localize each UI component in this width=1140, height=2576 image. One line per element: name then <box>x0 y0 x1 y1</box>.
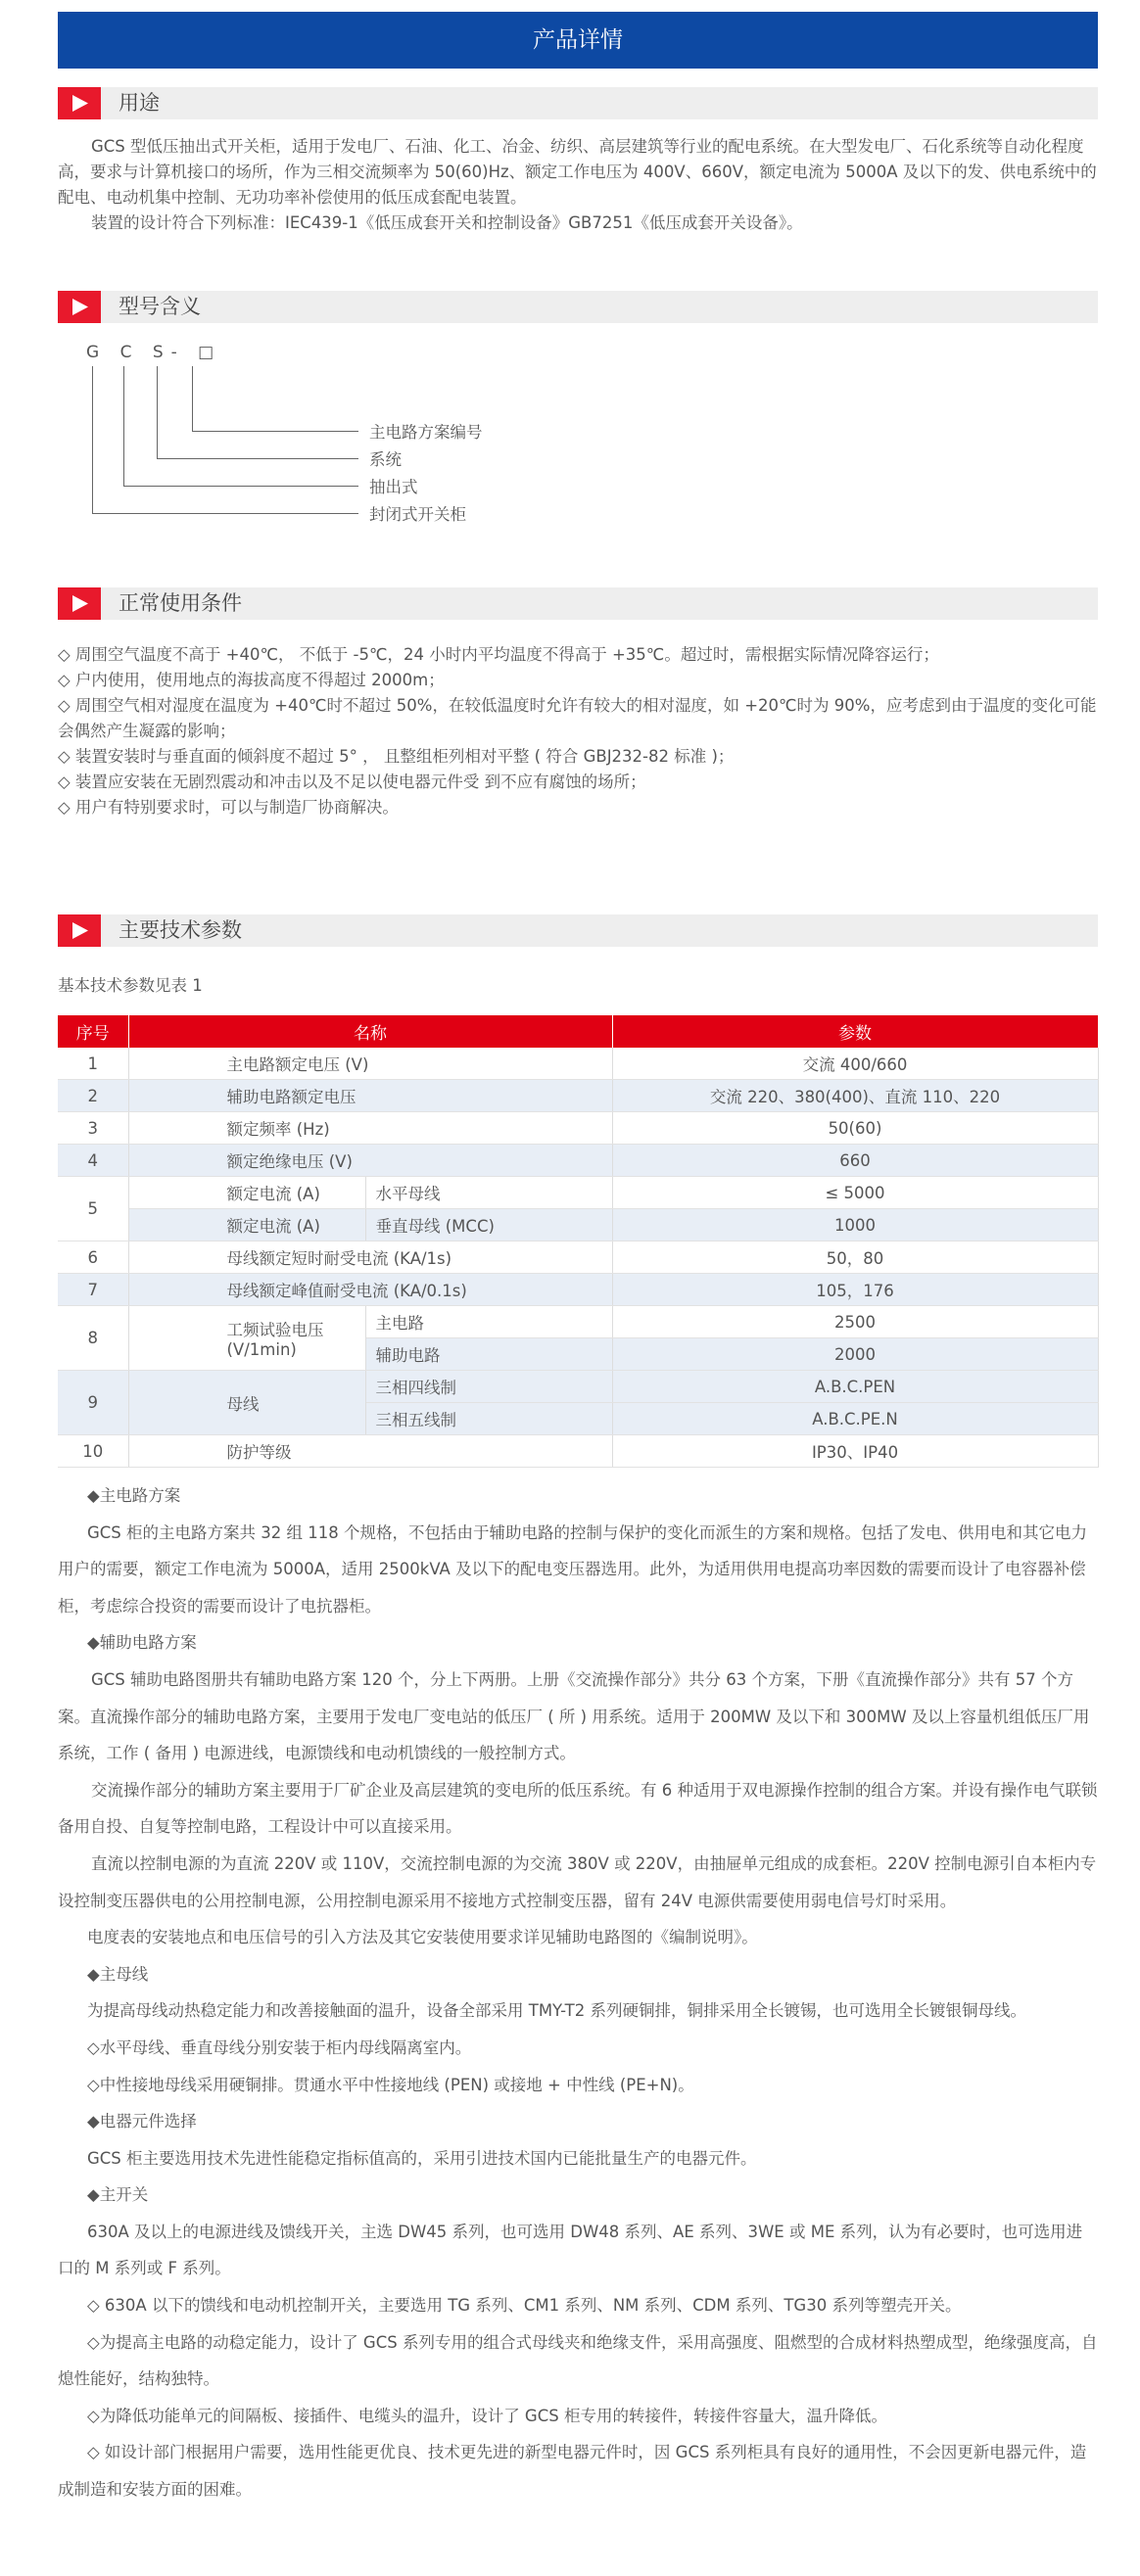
condition-item: ◇ 周围空气相对湿度在温度为 +40℃时不超过 50%，在较低温度时允许有较大的相对湿度，如 +20℃时为 90%，应考虑到由于温度的变化可能会偶然产生凝露的影响； <box>58 696 1097 740</box>
aux-circuit-paragraph: GCS 辅助电路图册共有辅助电路方案 120 个，分上下两册。上册《交流操作部分》共分 63 个方案，下册《直流操作部分》共有 57 个方案。直流操作部分的辅助电路方案，主要用于发电厂变电站的低压厂 ( 所 ) 用系统。适用于 200MW 及以下和 300MW 及以上容量机组低压厂用系统，工作 ( 备用 ) 电源进线，电源馈线和电动机馈线的一般控制方式。 <box>58 1669 1090 1763</box>
row-name: 额定电流 (A) <box>128 1209 365 1241</box>
element-selection-title: ◆电器元件选择 <box>87 2112 197 2131</box>
condition-item: ◇ 装置安装时与垂直面的倾斜度不超过 5° ， 且整组柜列相对平整 ( 符合 GBJ232-82 标准 )； <box>58 747 735 766</box>
row-sub: 三相五线制 <box>365 1403 612 1435</box>
details-block <box>58 1477 1098 2508</box>
tech-spec-table <box>58 1015 1099 1468</box>
main-switch-title: ◆主开关 <box>87 2185 149 2205</box>
aux-circuit-paragraph: 直流以控制电源的为直流 220V 或 110V，交流控制电源的为交流 380V 或 220V，由抽屉单元组成的成套柜。220V 控制电源引自本柜内专设控制变压器供电的公用控制电源，公用控制电源采用不接地方式控制变压器，留有 24V 电源供需要使用弱电信号灯时采用。 <box>58 1853 1097 1910</box>
row-no: 2 <box>58 1080 128 1112</box>
play-icon <box>58 587 101 620</box>
table-row <box>58 1080 1098 1112</box>
element-selection-paragraph: GCS 柜主要选用技术先进性能稳定指标值高的，采用引进技术国内已能批量生产的电器元件。 <box>87 2148 757 2168</box>
row-sub: 辅助电路 <box>365 1338 612 1371</box>
main-circuit-paragraph: GCS 柜的主电路方案共 32 组 118 个规格，不包括由于辅助电路的控制与保护的变化而派生的方案和规格。包括了发电、供用电和其它电力用户的需要，额定工作电流为 5000A，适用 2500kVA 及以下的配电变压器选用。此外，为适用供用电提高功率因数的需要而设计了电容器补偿柜，考虑综合投资的需要而设计了电抗器柜。 <box>58 1522 1087 1616</box>
section-usage-title: 用途 <box>119 91 160 115</box>
product-detail-banner: 产品详情 <box>58 12 1098 69</box>
table-row <box>58 1177 1098 1209</box>
condition-item: ◇ 装置应安装在无剧烈震动和冲击以及不足以使电器元件受 到不应有腐蚀的场所； <box>58 773 646 791</box>
condition-item: ◇ 户内使用，使用地点的海拔高度不得超过 2000m； <box>58 671 445 689</box>
row-no: 8 <box>58 1306 128 1371</box>
table-row <box>58 1209 1098 1241</box>
row-param: A.B.C.PE.N <box>612 1403 1098 1435</box>
row-no: 10 <box>58 1435 128 1468</box>
section-tech-title: 主要技术参数 <box>119 918 242 942</box>
model-line <box>123 486 358 487</box>
row-param: 50，80 <box>612 1241 1098 1274</box>
section-conditions-title: 正常使用条件 <box>119 591 242 615</box>
row-param: 2000 <box>612 1338 1098 1371</box>
model-line <box>92 513 358 514</box>
col-header-no: 序号 <box>58 1015 128 1048</box>
aux-circuit-paragraph: 交流操作部分的辅助方案主要用于厂矿企业及高层建筑的变电所的低压系统。有 6 种适用于双电源操作控制的组合方案。并设有操作电气联锁备用自投、自复等控制电路，工程设计中可以直接采用。 <box>58 1780 1098 1837</box>
table-row <box>58 1274 1098 1306</box>
row-name: 主电路额定电压 (V) <box>128 1048 612 1080</box>
play-icon <box>58 914 101 947</box>
table-row <box>58 1145 1098 1177</box>
row-no: 1 <box>58 1048 128 1080</box>
tech-intro: 基本技术参数见表 1 <box>58 976 203 995</box>
main-circuit-title: ◆主电路方案 <box>87 1486 181 1505</box>
row-name: 母线额定短时耐受电流 (KA/1s) <box>128 1241 612 1274</box>
row-no: 9 <box>58 1371 128 1435</box>
table-row <box>58 1435 1098 1468</box>
row-param: 660 <box>612 1145 1098 1177</box>
row-param: 105，176 <box>612 1274 1098 1306</box>
row-name: 额定频率 (Hz) <box>128 1112 612 1145</box>
model-label-scheme: 主电路方案编号 <box>369 423 483 442</box>
model-line <box>157 458 358 459</box>
model-line <box>192 431 358 432</box>
main-bus-paragraph: 为提高母线动热稳定能力和改善接触面的温升，设备全部采用 TMY-T2 系列硬铜排，铜排采用全长镀锡，也可选用全长镀银铜母线。 <box>87 2001 1026 2021</box>
main-switch-item: ◇为提高主电路的动稳定能力，设计了 GCS 系列专用的组合式母线夹和绝缘支件，采用高强度、阻燃型的合成材料热塑成型，绝缘强度高，自熄性能好，结构独特。 <box>58 2332 1098 2389</box>
row-param: 2500 <box>612 1306 1098 1338</box>
table-row <box>58 1112 1098 1145</box>
section-model-title: 型号含义 <box>119 295 201 318</box>
model-code: G C S- □ <box>86 343 222 362</box>
row-param: ≤ 5000 <box>612 1177 1098 1209</box>
row-param: 交流 400/660 <box>612 1048 1098 1080</box>
model-label-drawout: 抽出式 <box>369 478 418 496</box>
row-sub: 三相四线制 <box>365 1371 612 1403</box>
main-switch-item: ◇ 如设计部门根据用户需要，选用性能更优良、技术更先进的新型电器元件时，因 GCS 系列柜具有良好的通用性，不会因更新电器元件，造成制造和安装方面的困难。 <box>58 2443 1087 2500</box>
product-detail-page <box>58 12 1098 2500</box>
section-usage-header <box>58 87 1098 119</box>
row-param: IP30、IP40 <box>612 1435 1098 1468</box>
row-no: 4 <box>58 1145 128 1177</box>
model-line <box>92 366 93 513</box>
row-name: 母线 <box>128 1371 365 1435</box>
row-sub: 垂直母线 (MCC) <box>365 1209 612 1241</box>
row-name: 防护等级 <box>128 1435 612 1468</box>
table-header-row <box>58 1015 1098 1048</box>
table-row <box>58 1048 1098 1080</box>
row-sub: 主电路 <box>365 1306 612 1338</box>
row-name: 额定电流 (A) <box>128 1177 365 1209</box>
aux-circuit-paragraph: 电度表的安装地点和电压信号的引入方法及其它安装使用要求详见辅助电路图的《编制说明》。 <box>87 1928 758 1947</box>
model-line <box>157 366 158 458</box>
row-param: 交流 220、380(400)、直流 110、220 <box>612 1080 1098 1112</box>
main-switch-item: ◇ 630A 以下的馈线和电动机控制开关，主要选用 TG 系列、CM1 系列、NM 系列、CDM 系列、TG30 系列等塑壳开关。 <box>87 2296 962 2316</box>
usage-standards: 装置的设计符合下列标准：IEC439-1《低压成套开关和控制设备》GB7251《低压成套开关设备》。 <box>91 213 803 232</box>
row-no: 3 <box>58 1112 128 1145</box>
model-line <box>123 366 124 486</box>
conditions-list <box>58 642 1098 820</box>
condition-item: ◇ 用户有特别要求时，可以与制造厂协商解决。 <box>58 798 399 817</box>
model-line <box>192 366 193 431</box>
row-name: 工频试验电压 (V/1min) <box>128 1306 365 1371</box>
col-header-name: 名称 <box>128 1015 612 1048</box>
row-no: 7 <box>58 1274 128 1306</box>
model-label-system: 系统 <box>369 450 402 469</box>
row-param: 1000 <box>612 1209 1098 1241</box>
row-name: 额定绝缘电压 (V) <box>128 1145 612 1177</box>
table-row <box>58 1371 1098 1403</box>
row-no: 5 <box>58 1177 128 1241</box>
main-bus-item: ◇中性接地母线采用硬铜排。贯通水平中性接地线 (PEN) 或接地 + 中性线 (PE+N)。 <box>87 2075 694 2094</box>
row-param: A.B.C.PEN <box>612 1371 1098 1403</box>
main-bus-item: ◇水平母线、垂直母线分别安装于柜内母线隔离室内。 <box>87 2037 472 2057</box>
section-conditions-header <box>58 587 1098 620</box>
main-switch-item: ◇为降低功能单元的间隔板、接插件、电缆头的温升，设计了 GCS 柜专用的转接件，转接件容量大，温升降低。 <box>87 2406 887 2425</box>
section-model-header <box>58 291 1098 323</box>
usage-paragraph: GCS 型低压抽出式开关柜，适用于发电厂、石油、化工、冶金、纺织、高层建筑等行业的配电系统。在大型发电厂、石化系统等自动化程度高，要求与计算机接口的场所，作为三相交流频率为 50(60)Hz、额定工作电压为 400V、660V，额定电流为 5000A 及以下的发、供电系统中的配电、电动机集中控制、无功功率补偿使用的低压成套配电装置。 <box>58 137 1097 207</box>
condition-item: ◇ 周围空气温度不高于 +40℃， 不低于 -5℃，24 小时内平均温度不得高于 +35℃。超过时，需根据实际情况降容运行； <box>58 645 939 664</box>
play-icon <box>58 87 101 119</box>
aux-circuit-title: ◆辅助电路方案 <box>87 1633 197 1653</box>
section-tech-header <box>58 914 1098 947</box>
row-no: 6 <box>58 1241 128 1274</box>
model-label-enclosed: 封闭式开关柜 <box>369 505 466 524</box>
play-icon <box>58 291 101 323</box>
row-name: 辅助电路额定电压 <box>128 1080 612 1112</box>
col-header-param: 参数 <box>612 1015 1098 1048</box>
row-sub: 水平母线 <box>365 1177 612 1209</box>
row-name: 母线额定峰值耐受电流 (KA/0.1s) <box>128 1274 612 1306</box>
main-switch-paragraph: 630A 及以上的电源进线及馈线开关，主选 DW45 系列，也可选用 DW48 系列、AE 系列、3WE 或 ME 系列，认为有必要时，也可选用进口的 M 系列或 F 系列。 <box>58 2222 1083 2278</box>
table-row <box>58 1241 1098 1274</box>
table-row <box>58 1306 1098 1338</box>
main-bus-title: ◆主母线 <box>87 1964 149 1984</box>
row-param: 50(60) <box>612 1112 1098 1145</box>
